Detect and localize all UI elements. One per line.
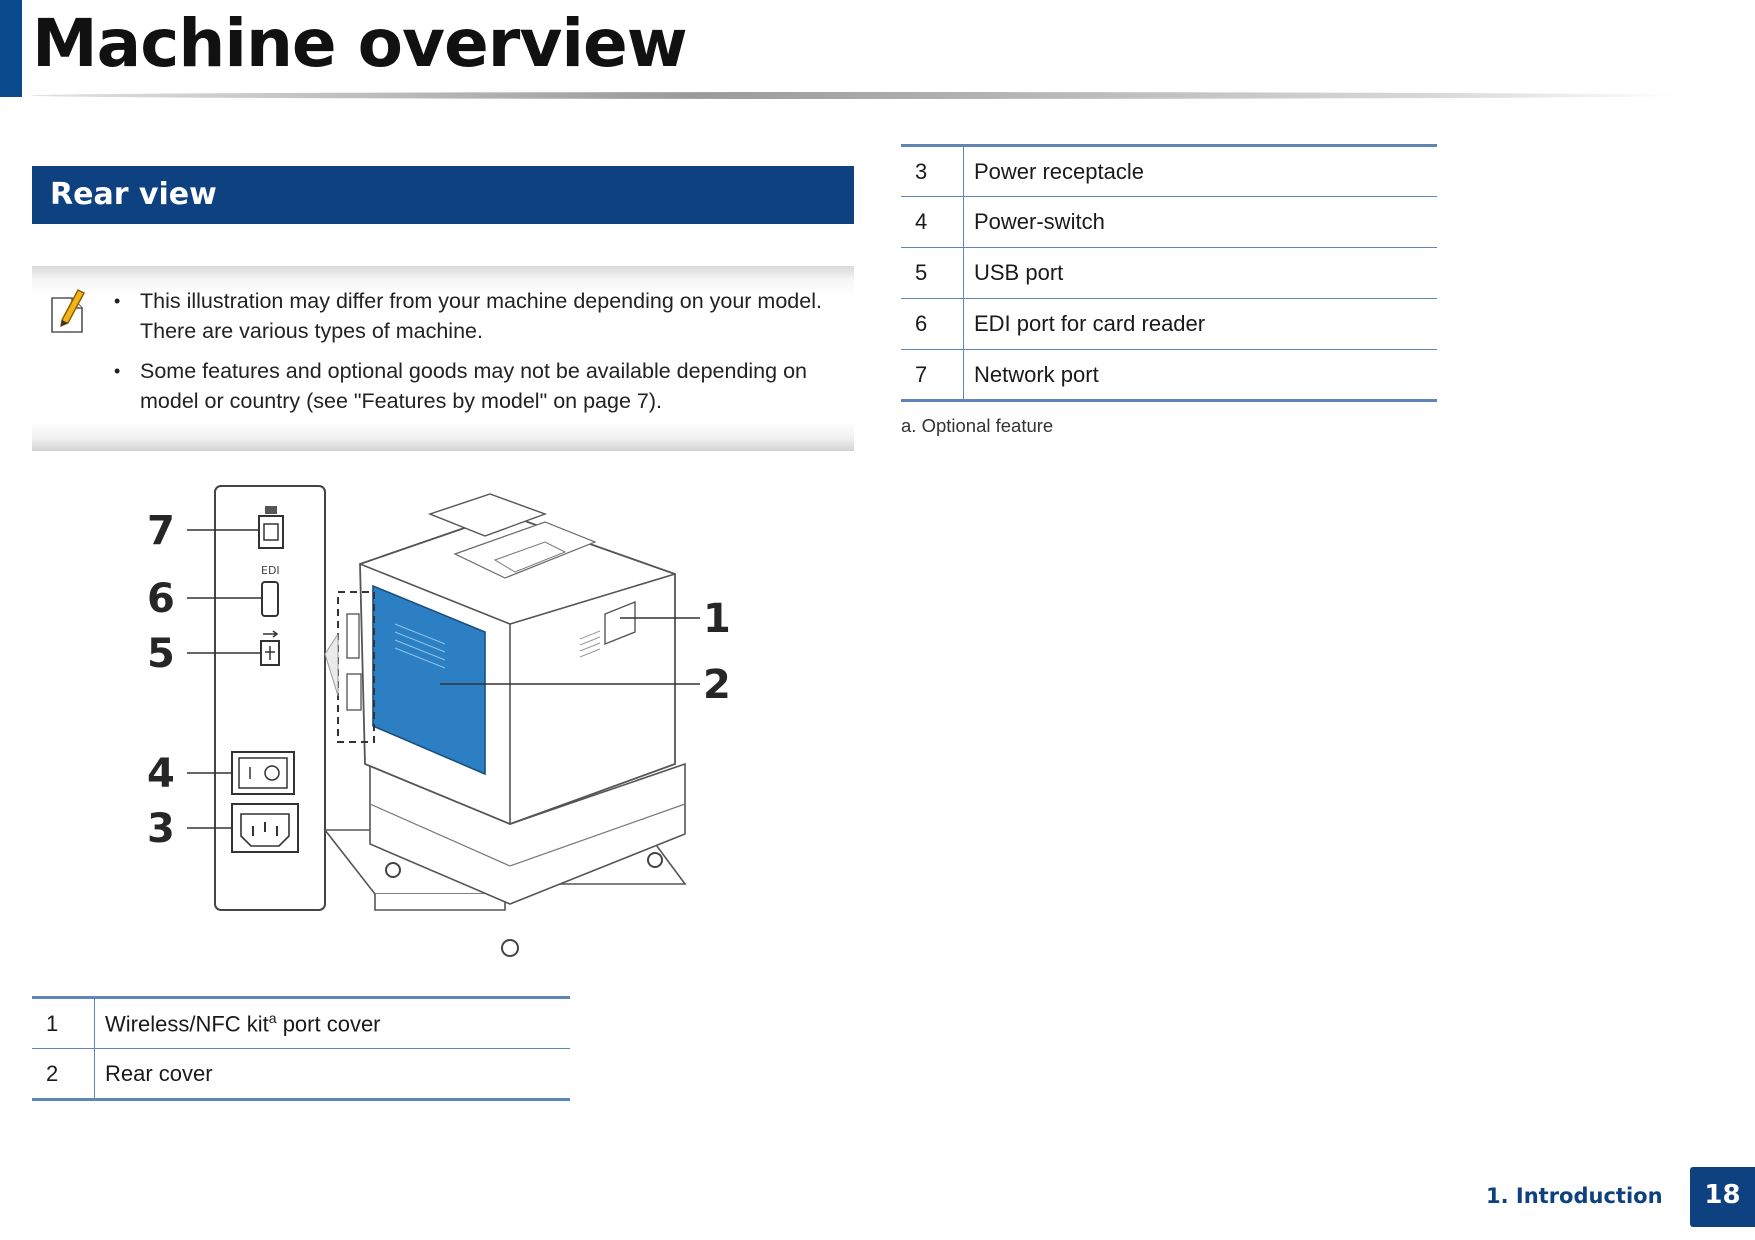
callout-1: 1 bbox=[703, 596, 731, 642]
chapter-accent-bar bbox=[0, 0, 22, 97]
part-label: Network port bbox=[974, 361, 1099, 387]
part-label: USB port bbox=[974, 260, 1064, 285]
footnote-marker: a bbox=[268, 1009, 277, 1026]
table-row bbox=[901, 197, 1437, 248]
part-label: Power-switch bbox=[974, 209, 1105, 234]
table-row bbox=[901, 248, 1437, 299]
part-number: 2 bbox=[32, 1049, 95, 1100]
callout-2: 2 bbox=[703, 662, 731, 708]
bullet: • bbox=[114, 291, 121, 311]
part-number: 7 bbox=[901, 350, 964, 401]
part-label: EDI port for card reader bbox=[974, 311, 1206, 336]
edi-port-icon bbox=[262, 582, 278, 616]
note-item bbox=[114, 356, 852, 416]
footnote: a. Optional feature bbox=[901, 415, 1054, 436]
table-row bbox=[32, 1049, 570, 1100]
page-number: 18 bbox=[1690, 1167, 1755, 1227]
table-row bbox=[32, 998, 570, 1049]
part-label: Power receptacle bbox=[974, 158, 1144, 184]
note-pencil-icon bbox=[48, 286, 88, 336]
note-box bbox=[32, 266, 854, 451]
footer-chapter-link[interactable]: 1. Introduction bbox=[1486, 1184, 1663, 1208]
power-receptacle-icon bbox=[232, 804, 298, 852]
note-text: This illustration may differ from your machine depending on your model. There are various types of machine. bbox=[140, 289, 822, 343]
callout-7: 7 bbox=[147, 508, 175, 554]
table-row bbox=[901, 146, 1437, 197]
part-number: 3 bbox=[901, 146, 964, 197]
title-divider bbox=[30, 92, 1685, 99]
printer-body bbox=[325, 494, 685, 956]
bullet: • bbox=[114, 361, 121, 381]
table-row bbox=[901, 350, 1437, 401]
power-switch-icon bbox=[232, 752, 294, 794]
note-item bbox=[114, 286, 852, 346]
printer-rear-diagram bbox=[125, 474, 755, 966]
callout-4: 4 bbox=[147, 751, 175, 797]
callout-5: 5 bbox=[147, 631, 175, 677]
page-title: Machine overview bbox=[32, 5, 687, 82]
note-text: Some features and optional goods may not be available depending on model or country (see "Features by model" on page 7). bbox=[140, 359, 807, 413]
section-title: Rear view bbox=[50, 177, 217, 212]
part-label: Rear cover bbox=[105, 1060, 213, 1086]
part-number: 6 bbox=[901, 299, 964, 350]
table-row bbox=[901, 299, 1437, 350]
callout-3: 3 bbox=[147, 806, 175, 852]
part-number: 4 bbox=[901, 197, 964, 248]
rear-view-illustration bbox=[125, 474, 755, 966]
part-label: Wireless/NFC kit$^a$ port cover bbox=[105, 1009, 381, 1037]
section-header bbox=[32, 166, 854, 224]
part-number: 5 bbox=[901, 248, 964, 299]
parts-table-left bbox=[32, 996, 570, 1101]
part-number: 1 bbox=[32, 998, 95, 1049]
parts-table-right bbox=[901, 144, 1437, 402]
callout-6: 6 bbox=[147, 576, 175, 622]
edi-label: EDI bbox=[261, 564, 280, 577]
note-list bbox=[114, 286, 852, 426]
